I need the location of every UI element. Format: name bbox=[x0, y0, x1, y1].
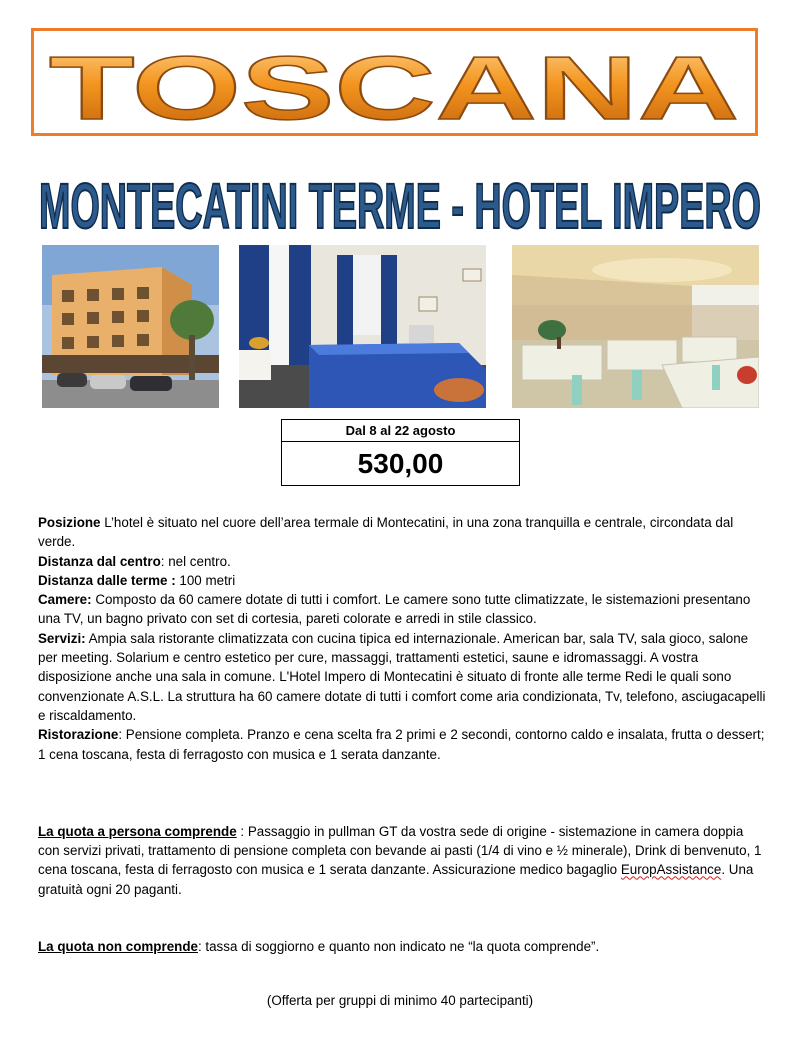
hotel-subtitle bbox=[30, 168, 770, 240]
camere-label: Camere: bbox=[38, 592, 92, 608]
title-graphic bbox=[34, 31, 755, 133]
camere-paragraph bbox=[38, 590, 768, 629]
hotel-restaurant-photo bbox=[512, 245, 759, 408]
includes-text-after: . Una gratuità ogni 20 paganti. bbox=[38, 862, 754, 897]
offer-details bbox=[38, 513, 768, 956]
excludes-label: La quota non comprende bbox=[38, 939, 198, 955]
includes-paragraph bbox=[38, 822, 768, 899]
includes-brand: EuropAssistance bbox=[620, 862, 722, 878]
posizione-paragraph bbox=[38, 513, 768, 552]
servizi-paragraph bbox=[38, 629, 768, 725]
servizi-text: Ampia sala ristorante climatizzata con cucina tipica ed internazionale. American bar, sala TV, sala gioco, salone per meeting. Solarium e centro estetico per cure, massaggi, trattamenti estetici, saune e idromassaggi. A vostra disposizione anche una sala in comune. L'Hotel Impero di Montecatini è situato di fronte alle terme Redi le quali sono convenzionate A.S.L. La struttura ha 60 camere dotate di tutti i comfort come aria condizionata, Tv, telefono, asciugacapelli e riscaldamento. bbox=[38, 630, 766, 723]
distanza-terme-line bbox=[38, 571, 768, 590]
includes-label: La quota a persona comprende bbox=[38, 823, 237, 839]
footer-note: (Offerta per gruppi di minimo 40 partecipanti) bbox=[266, 993, 534, 1008]
distanza-terme-text: 100 metri bbox=[175, 572, 236, 588]
camere-text: Composto da 60 camere dotate di tutti i comfort. Le camere sono tutte climatizzate, le sistemazioni presentano una TV, un bagno privato con set di cortesia, pareti colorate e arredi in stile classico. bbox=[38, 592, 751, 627]
posizione-text: L’hotel è situato nel cuore dell’area termale di Montecatini, in una zona tranquilla e centrale, circondata dal verde. bbox=[38, 515, 734, 550]
distanza-centro-label: Distanza dal centro bbox=[38, 553, 161, 569]
ristorazione-text: : Pensione completa. Pranzo e cena scelta fra 2 primi e 2 secondi, contorno caldo e insalata, frutta o dessert; 1 cena toscana, festa di ferragosto con musica e 1 serata danzante. bbox=[38, 727, 765, 762]
distanza-centro-line bbox=[38, 552, 768, 571]
excludes-paragraph bbox=[38, 937, 768, 956]
title-banner bbox=[31, 28, 758, 136]
banner-title: TOSCANA bbox=[49, 39, 739, 133]
hotel-exterior-photo bbox=[42, 245, 219, 408]
includes-text-before: : Passaggio in pullman GT da vostra sede di origine - sistemazione in camera doppia con servizi privati, trattamento di pensione completa con bevande ai pasti (1/4 di vino e ½ minerale), Drink di benvenuto, 1 cena toscana, festa di ferragosto con musica e 1 serata danzante. Assicurazione medico bagaglio bbox=[38, 823, 762, 878]
excludes-text: : tassa di soggiorno e quanto non indicato ne “la quota comprende”. bbox=[197, 939, 600, 955]
subtitle-text: MONTECATINI TERME - HOTEL IMPERO bbox=[39, 170, 761, 240]
distanza-centro-text: : nel centro. bbox=[160, 553, 231, 569]
distanza-terme-label: Distanza dalle terme : bbox=[38, 572, 176, 588]
ristorazione-paragraph bbox=[38, 725, 768, 764]
price-value: 530,00 bbox=[357, 448, 444, 479]
ristorazione-label: Ristorazione bbox=[38, 727, 119, 743]
hotel-bedroom-photo bbox=[239, 245, 486, 408]
price-box bbox=[281, 419, 520, 486]
posizione-label: Posizione bbox=[38, 515, 101, 530]
price-dates: Dal 8 al 22 agosto bbox=[282, 420, 519, 442]
servizi-label: Servizi: bbox=[38, 630, 86, 646]
